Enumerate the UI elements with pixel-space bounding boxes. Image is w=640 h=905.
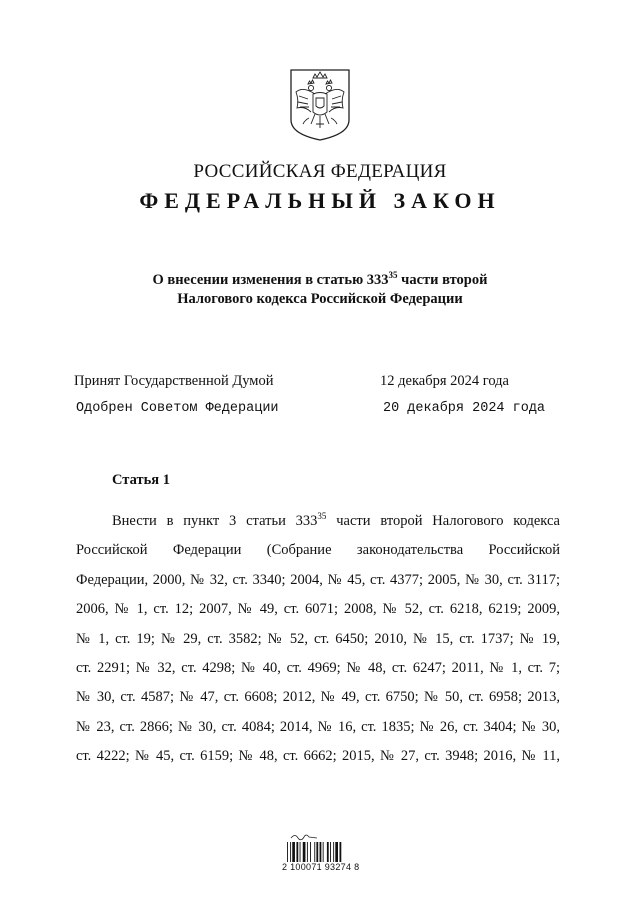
law-subject-line-1: О внесении изменения в статью $333^{35}$ части второй xyxy=(152,270,488,288)
article-paragraph xyxy=(76,507,560,772)
paragraph-line: Внести в пункт 3 статьи $333^{35}$ части второй Налогового кодекса xyxy=(112,511,560,529)
article-heading: Статья 1 xyxy=(112,472,170,488)
paragraph-line: ст. 2291; № 32, ст. 4298; № 40, ст. 4969; № 48, ст. 6247; 2011, № 1, ст. 7; xyxy=(76,660,560,677)
paragraph-line: Российской Федерации (Собрание законодательства Российской xyxy=(76,542,560,559)
paragraph-line: № 30, ст. 4587; № 47, ст. 6608; 2012, № 49, ст. 6750; № 50, ст. 6958; 2013, xyxy=(76,689,560,706)
council-approval-date: 20 декабря 2024 года xyxy=(383,401,546,416)
duma-adoption-label: Принят Государственной Думой xyxy=(74,373,274,389)
paragraph-line: № 23, ст. 2866; № 30, ст. 4084; 2014, № 16, ст. 1835; № 26, ст. 3404; № 30, xyxy=(76,718,560,735)
law-subject-title xyxy=(0,271,640,309)
barcode-icon xyxy=(285,832,357,888)
duma-adoption-date: 12 декабря 2024 года xyxy=(380,373,509,389)
paragraph-line: № 1, ст. 19; № 29, ст. 3582; № 52, ст. 6450; 2010, № 15, ст. 1737; № 19, xyxy=(76,630,560,647)
barcode-number: 2 100071 93274 8 xyxy=(282,862,360,872)
country-heading: РОССИЙСКАЯ ФЕДЕРАЦИЯ xyxy=(193,161,447,182)
paragraph-line: ст. 4222; № 45, ст. 6159; № 48, ст. 6662; 2015, № 27, ст. 3948; 2016, № 11, xyxy=(76,748,560,765)
paragraph-line: 2006, № 1, ст. 12; 2007, № 49, ст. 6071; 2008, № 52, ст. 6218, 6219; 2009, xyxy=(76,601,560,618)
law-subject-line-2: Налогового кодекса Российской Федерации xyxy=(177,291,463,307)
paragraph-line: Федерации, 2000, № 32, ст. 3340; 2004, № 45, ст. 4377; 2005, № 30, ст. 3117; xyxy=(76,571,560,588)
document-type-title: ФЕДЕРАЛЬНЫЙ ЗАКОН xyxy=(139,188,501,213)
council-approval-label: Одобрен Советом Федерации xyxy=(76,401,279,416)
coat-of-arms-emblem xyxy=(289,68,351,142)
